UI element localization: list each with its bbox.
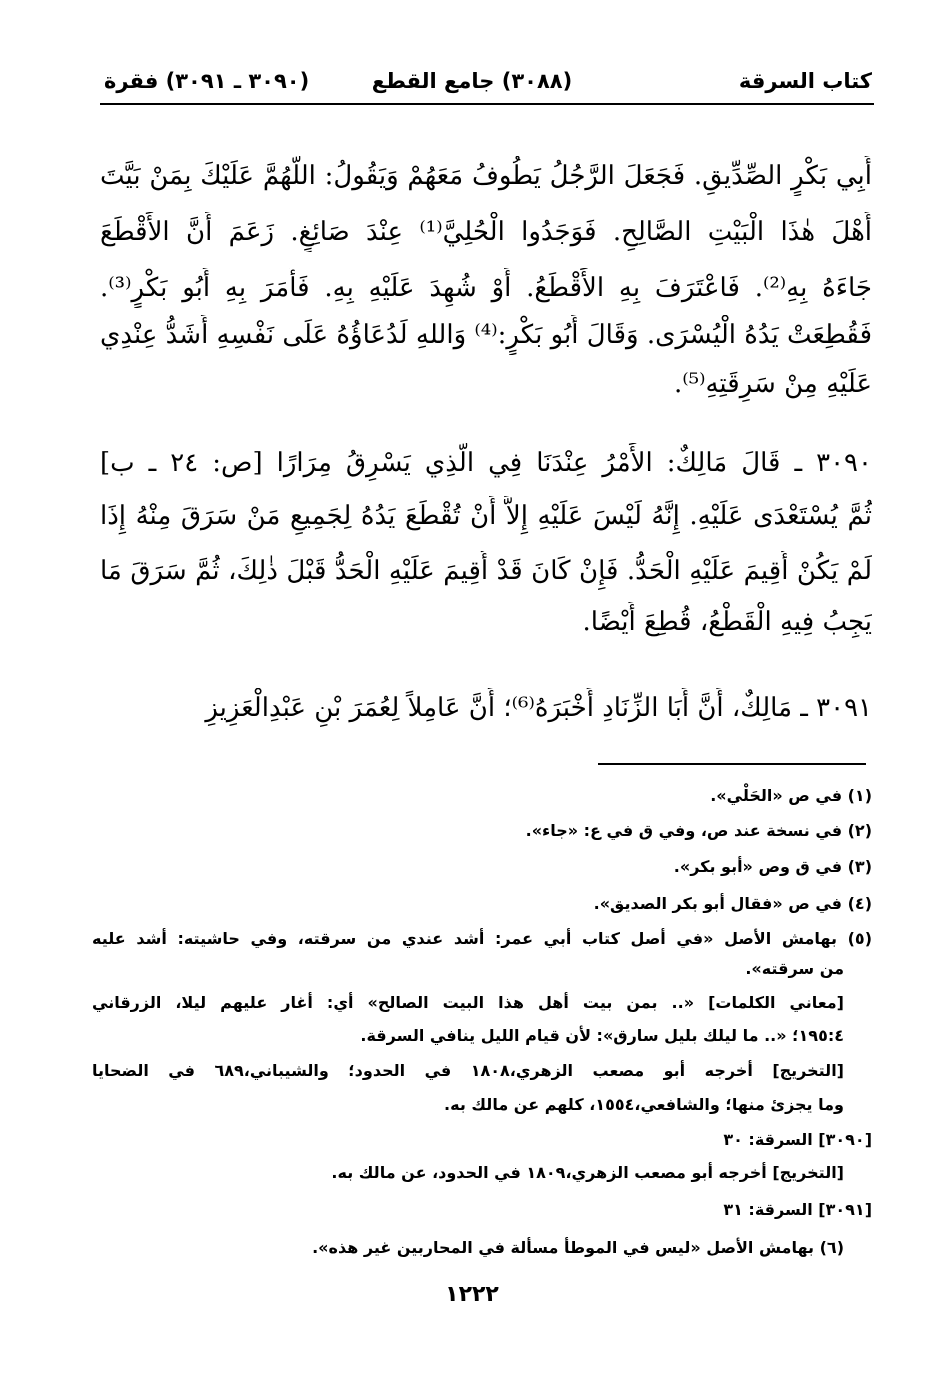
footnote-2: (٢) في نسخة عند ص، وفي ق في ع: «جاء». bbox=[525, 821, 872, 840]
running-head-chapter: (٣٠٨٨) جامع القطع bbox=[371, 69, 573, 93]
meanings-line-2: ١٩٥:٤؛ «.. ما ليلك بليل سارق»: لأن قيام الليل ينافي السرقة. bbox=[360, 1026, 844, 1045]
footnote-5-line-1: (٥) بهامش الأصل «في أصل كتاب أبي عمر: أشد عندي من سرقته، وفي حاشيته: أشد عليه bbox=[92, 929, 872, 948]
footnote-6: (٦) بهامش الأصل «ليس في الموطأ مسألة في المحاربين غير هذه». bbox=[312, 1238, 844, 1257]
body-line-2: أَهْلَ هٰذَا الْبَيْتِ الصَّالِحِ. فَوَجَدُوا الْحُلِيَّ⁽¹⁾ عِنْدَ صَائِغٍ. زَعَمَ أَنَّ الأَقْطَعَ bbox=[100, 217, 872, 247]
running-head-paragraph-range: (٣٠٩٠ ـ ٣٠٩١) فقرة bbox=[104, 69, 310, 93]
body-line-3: جَاءَهُ بِهِ⁽²⁾. فَاعْتَرَفَ بِهِ الأَقْطَعُ. أَوْ شُهِدَ عَلَيْهِ بِهِ. فَأَمَرَ بِهِ أَبُو بَكْرٍ⁽³⁾. bbox=[100, 273, 872, 303]
footnote-3: (٣) في ق وص «أبو بكر». bbox=[673, 857, 872, 876]
header-rule bbox=[100, 103, 874, 105]
paragraph-3090-line-2: ثُمَّ يُسْتَعْدَى عَلَيْهِ. إِنَّهُ لَيْسَ عَلَيْهِ إِلاَّ أَنْ تُقْطَعَ يَدُهُ لِجَمِيعِ مَنْ سَرَقَ مِنْهُ إِذَا bbox=[100, 501, 872, 531]
footnote-1: (١) في ص «الحَلْي». bbox=[710, 786, 872, 805]
paragraph-3090-line-3: لَمْ يَكُنْ أُقِيمَ عَلَيْهِ الْحَدُّ. فَإِنْ كَانَ قَدْ أُقِيمَ عَلَيْهِ الْحَدُّ قَبْلَ ذٰلِكَ، ثُمَّ سَرَقَ مَا bbox=[100, 556, 872, 586]
takhrij-3090: [التخريج] أخرجه أبو مصعب الزهري،١٨٠٩ في الحدود، عن مالك به. bbox=[331, 1163, 844, 1182]
body-line-4: فَقُطِعَتْ يَدُهُ الْيُسْرَى. وَقَالَ أَبُو بَكْرٍ:⁽⁴⁾ وَاللهِ لَدُعَاؤُهُ عَلَى نَفْسِهِ أَشَدُّ عِنْدِي bbox=[100, 320, 872, 350]
paragraph-3090-line-1: ٣٠٩٠ ـ قَالَ مَالِكٌ: الأَمْرُ عِنْدَنَا فِي الَّذِي يَسْرِقُ مِرَارًا [ص: ٢٤ ـ ب] bbox=[100, 448, 872, 478]
footnote-separator bbox=[598, 763, 866, 765]
takhrij-line-2: وما يجزئ منها؛ والشافعي،١٥٥٤، كلهم عن مالك به. bbox=[444, 1095, 844, 1114]
reference-3091: [٣٠٩١] السرقة: ٣١ bbox=[723, 1200, 872, 1219]
body-line-5: عَلَيْهِ مِنْ سَرِقَتِهِ⁽⁵⁾. bbox=[674, 369, 872, 399]
footnote-5-line-2: من سرقته». bbox=[745, 959, 844, 978]
meanings-line-1: [معاني الكلمات] «.. بمن بيت أهل هذا البيت الصالح» أي: أغار عليهم ليلا، الزرقاني bbox=[92, 993, 844, 1012]
reference-3090: [٣٠٩٠] السرقة: ٣٠ bbox=[723, 1130, 872, 1149]
takhrij-line-1: [التخريج] أخرجه أبو مصعب الزهري،١٨٠٨ في الحدود؛ والشيباني،٦٨٩ في الضحايا bbox=[92, 1061, 844, 1080]
running-head-book-title: كتاب السرقة bbox=[738, 69, 872, 93]
footnote-4: (٤) في ص «فقال أبو بكر الصديق». bbox=[593, 894, 872, 913]
body-line-1: أَبِي بَكْرٍ الصِّدِّيقِ. فَجَعَلَ الرَّجُلُ يَطُوفُ مَعَهُمْ وَيَقُولُ: اللَّهُمَّ عَلَيْكَ بِمَنْ بَيَّتَ bbox=[100, 161, 872, 191]
page-number: ١٢٢٢ bbox=[445, 1282, 499, 1307]
paragraph-3090-line-4: يَجِبُ فِيهِ الْقَطْعُ، قُطِعَ أَيْضًا. bbox=[582, 607, 872, 637]
paragraph-3091-line-1: ٣٠٩١ ـ مَالِكٌ، أَنَّ أَبَا الزِّنَادِ أَخْبَرَهُ⁽⁶⁾؛ أَنَّ عَامِلاً لِعُمَرَ بْنِ عَبْدِالْعَزِيزِ bbox=[205, 693, 872, 723]
